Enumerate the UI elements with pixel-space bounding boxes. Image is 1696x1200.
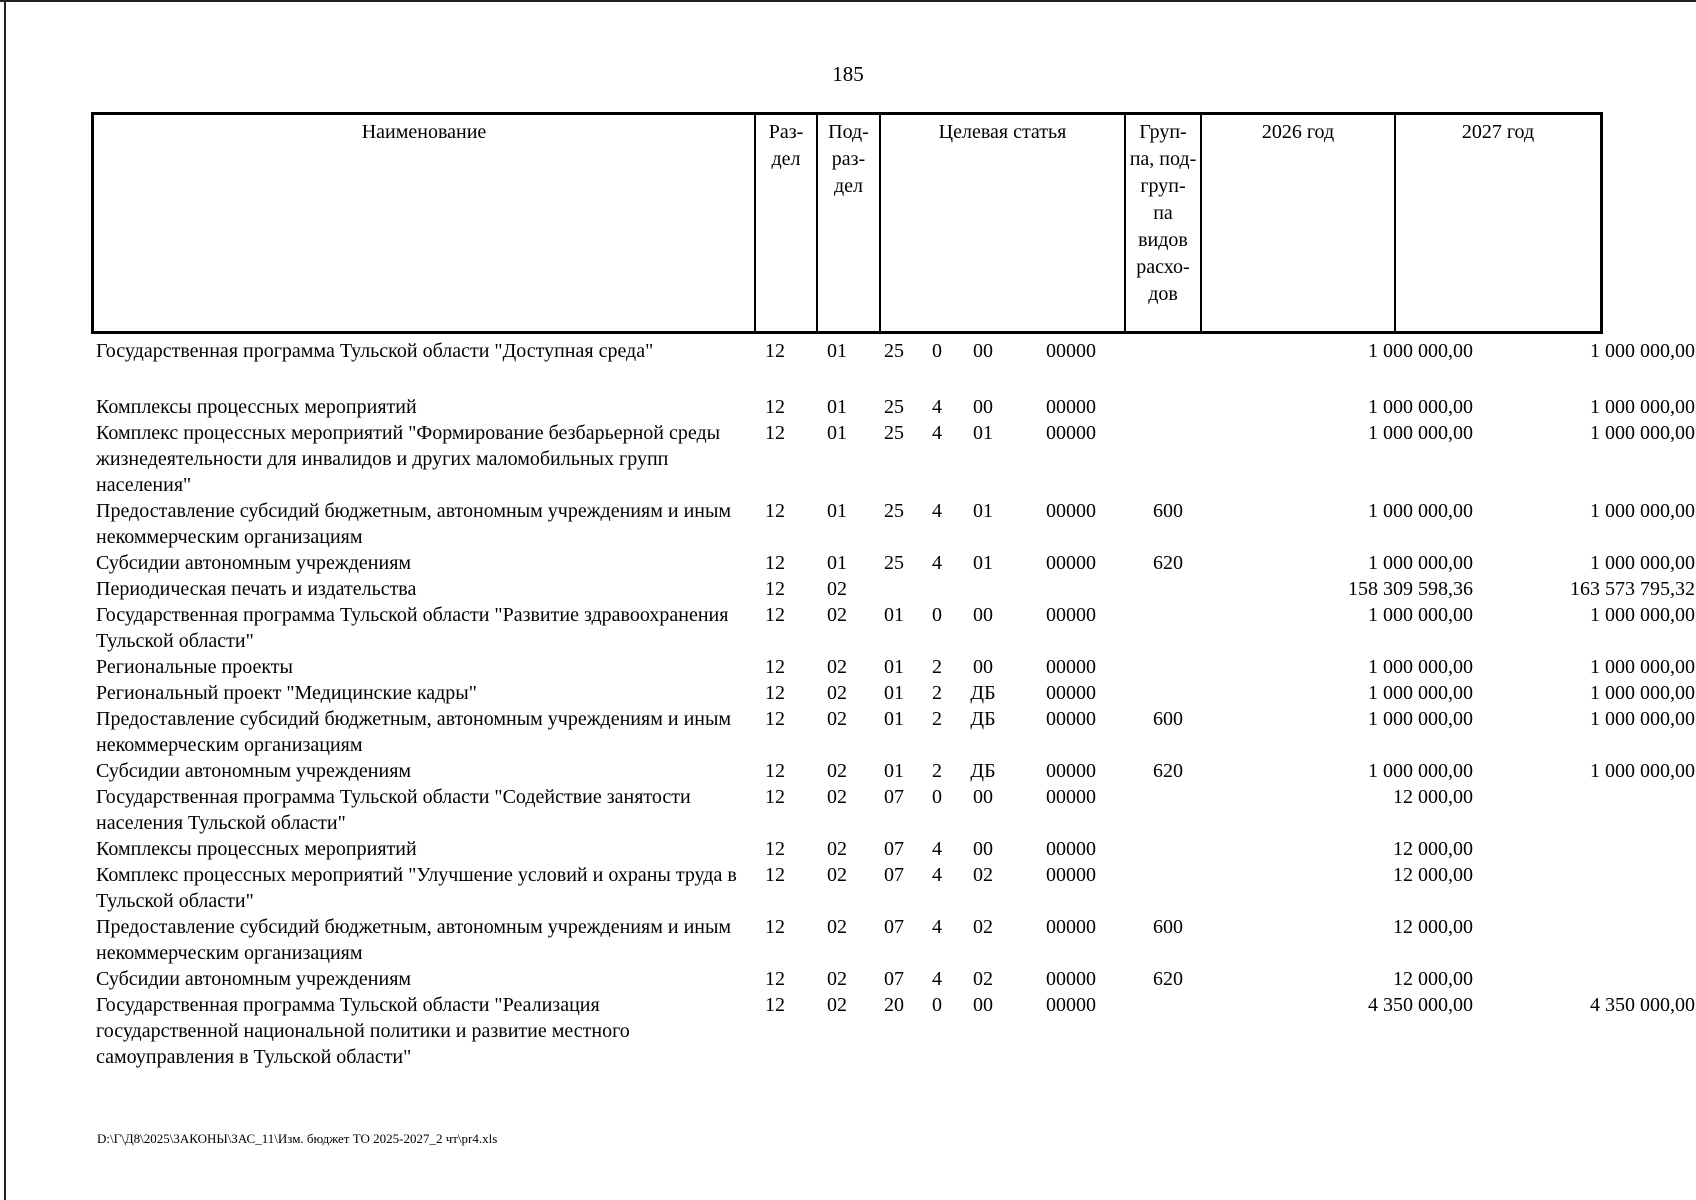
row-2026: 1 000 000,00 bbox=[1368, 604, 1473, 626]
row-target-2: 4 bbox=[932, 916, 942, 938]
row-target-3: 02 bbox=[973, 864, 993, 886]
row-name: Субсидии автономным учреждениям bbox=[96, 760, 412, 782]
row-razdel: 12 bbox=[765, 422, 785, 444]
row-target-1: 07 bbox=[884, 864, 904, 886]
table-row bbox=[91, 784, 1603, 836]
row-2027: 1 000 000,00 bbox=[1590, 682, 1695, 704]
row-name: Комплексы процессных мероприятий bbox=[96, 838, 417, 860]
row-name: Региональный проект "Медицинские кадры" bbox=[96, 682, 477, 704]
header-razdel-line: дел bbox=[771, 148, 801, 170]
table-row bbox=[91, 914, 1603, 966]
row-target-1: 01 bbox=[884, 656, 904, 678]
row-2027: 1 000 000,00 bbox=[1590, 604, 1695, 626]
row-target-2: 0 bbox=[932, 340, 942, 362]
row-vid: 600 bbox=[1153, 708, 1183, 730]
row-2026: 1 000 000,00 bbox=[1368, 396, 1473, 418]
row-podrazdel: 02 bbox=[827, 578, 847, 600]
row-2026: 1 000 000,00 bbox=[1368, 422, 1473, 444]
header-vid-line: дов bbox=[1148, 283, 1178, 305]
row-vid: 620 bbox=[1153, 968, 1183, 990]
row-target-2: 4 bbox=[932, 838, 942, 860]
header-razdel-line: Раз- bbox=[768, 121, 804, 143]
row-podrazdel: 02 bbox=[827, 682, 847, 704]
row-target-1: 25 bbox=[884, 396, 904, 418]
row-target-1: 25 bbox=[884, 422, 904, 444]
row-name: Предоставление субсидий бюджетным, автономным учреждениям и иным некоммерческим организациям bbox=[96, 708, 732, 756]
header-podrazdel-line: раз- bbox=[831, 148, 866, 170]
row-target-3: 01 bbox=[973, 552, 993, 574]
row-target-2: 4 bbox=[932, 500, 942, 522]
row-target-2: 4 bbox=[932, 396, 942, 418]
row-target-2: 4 bbox=[932, 968, 942, 990]
table-body bbox=[91, 338, 1695, 1070]
row-vid: 600 bbox=[1153, 916, 1183, 938]
header-podrazdel bbox=[816, 115, 879, 331]
row-vid: 600 bbox=[1153, 500, 1183, 522]
row-target-4: 00000 bbox=[1046, 786, 1096, 808]
header-2027-text: 2027 год bbox=[1461, 121, 1535, 143]
row-target-4: 00000 bbox=[1046, 708, 1096, 730]
row-2027: 1 000 000,00 bbox=[1590, 500, 1695, 522]
row-2026: 1 000 000,00 bbox=[1368, 656, 1473, 678]
row-name: Субсидии автономным учреждениям bbox=[96, 552, 412, 574]
header-2027 bbox=[1394, 115, 1600, 331]
table-row bbox=[91, 498, 1695, 550]
row-2026: 12 000,00 bbox=[1393, 838, 1473, 860]
row-target-4: 00000 bbox=[1046, 604, 1096, 626]
page-number: 185 bbox=[832, 62, 864, 86]
row-target-3: 00 bbox=[973, 786, 993, 808]
row-2027: 1 000 000,00 bbox=[1590, 396, 1695, 418]
row-2027: 1 000 000,00 bbox=[1590, 552, 1695, 574]
row-target-1: 25 bbox=[884, 500, 904, 522]
row-target-4: 00000 bbox=[1046, 552, 1096, 574]
row-target-3: 00 bbox=[973, 604, 993, 626]
row-razdel: 12 bbox=[765, 396, 785, 418]
row-podrazdel: 02 bbox=[827, 786, 847, 808]
row-target-3: 02 bbox=[973, 968, 993, 990]
row-podrazdel: 02 bbox=[827, 968, 847, 990]
row-target-4: 00000 bbox=[1046, 682, 1096, 704]
row-target-2: 0 bbox=[932, 604, 942, 626]
header-name bbox=[94, 115, 754, 331]
table-row bbox=[91, 338, 1695, 364]
row-target-2: 4 bbox=[932, 422, 942, 444]
table-row bbox=[91, 992, 1695, 1070]
table-row bbox=[91, 550, 1695, 576]
row-name: Государственная программа Тульской области "Развитие здравоохранения Тульской области" bbox=[96, 604, 729, 652]
row-target-3: 00 bbox=[973, 656, 993, 678]
header-vid bbox=[1124, 115, 1200, 331]
row-name: Периодическая печать и издательства bbox=[96, 578, 417, 600]
row-name: Комплексы процессных мероприятий bbox=[96, 396, 417, 418]
table-row bbox=[91, 394, 1695, 420]
row-razdel: 12 bbox=[765, 760, 785, 782]
row-target-4: 00000 bbox=[1046, 916, 1096, 938]
row-podrazdel: 02 bbox=[827, 708, 847, 730]
header-target bbox=[879, 115, 1124, 331]
row-name: Комплекс процессных мероприятий "Формирование безбарьерной среды жизнедеятельности для инвалидов и других маломобильных групп населения" bbox=[96, 422, 721, 496]
row-2027: 1 000 000,00 bbox=[1590, 340, 1695, 362]
row-razdel: 12 bbox=[765, 500, 785, 522]
row-podrazdel: 02 bbox=[827, 916, 847, 938]
row-target-2: 2 bbox=[932, 708, 942, 730]
row-target-4: 00000 bbox=[1046, 396, 1096, 418]
header-vid-line: видов bbox=[1138, 229, 1188, 251]
row-podrazdel: 01 bbox=[827, 340, 847, 362]
row-razdel: 12 bbox=[765, 656, 785, 678]
row-target-2: 2 bbox=[932, 760, 942, 782]
table-row bbox=[91, 758, 1695, 784]
row-2027: 4 350 000,00 bbox=[1590, 994, 1695, 1016]
row-target-1: 07 bbox=[884, 916, 904, 938]
row-target-1: 25 bbox=[884, 552, 904, 574]
row-target-1: 01 bbox=[884, 760, 904, 782]
row-target-4: 00000 bbox=[1046, 656, 1096, 678]
row-name: Комплекс процессных мероприятий "Улучшение условий и охраны труда в Тульской области" bbox=[96, 864, 737, 912]
scan-top-edge bbox=[0, 0, 1696, 6]
row-target-2: 2 bbox=[932, 656, 942, 678]
row-podrazdel: 01 bbox=[827, 500, 847, 522]
row-target-3: 00 bbox=[973, 994, 993, 1016]
row-vid: 620 bbox=[1153, 760, 1183, 782]
row-target-4: 00000 bbox=[1046, 422, 1096, 444]
header-razdel bbox=[754, 115, 816, 331]
row-podrazdel: 01 bbox=[827, 422, 847, 444]
row-2026: 1 000 000,00 bbox=[1368, 708, 1473, 730]
header-target-text: Целевая статья bbox=[938, 121, 1067, 143]
scan-left-edge bbox=[4, 0, 6, 1200]
row-razdel: 12 bbox=[765, 340, 785, 362]
row-2026: 12 000,00 bbox=[1393, 786, 1473, 808]
row-target-1: 20 bbox=[884, 994, 904, 1016]
row-2026: 1 000 000,00 bbox=[1368, 340, 1473, 362]
table-row bbox=[91, 706, 1695, 758]
row-target-2: 4 bbox=[932, 552, 942, 574]
row-name: Государственная программа Тульской области "Содействие занятости населения Тульской области" bbox=[96, 786, 691, 834]
row-target-1: 07 bbox=[884, 968, 904, 990]
row-2026: 1 000 000,00 bbox=[1368, 500, 1473, 522]
row-target-2: 2 bbox=[932, 682, 942, 704]
row-name: Региональные проекты bbox=[96, 656, 293, 678]
row-podrazdel: 02 bbox=[827, 864, 847, 886]
row-podrazdel: 02 bbox=[827, 656, 847, 678]
row-2027: 1 000 000,00 bbox=[1590, 760, 1695, 782]
header-podrazdel-line: дел bbox=[833, 175, 864, 197]
row-name: Государственная программа Тульской области "Доступная среда" bbox=[96, 340, 654, 362]
row-2026: 4 350 000,00 bbox=[1368, 994, 1473, 1016]
table-row bbox=[91, 602, 1695, 654]
row-target-3: 00 bbox=[973, 838, 993, 860]
row-razdel: 12 bbox=[765, 916, 785, 938]
row-target-1: 07 bbox=[884, 786, 904, 808]
row-name: Государственная программа Тульской области "Реализация государственной национальной политики и развитие местного самоуправления в Тульской области" bbox=[96, 994, 630, 1068]
row-target-4: 00000 bbox=[1046, 968, 1096, 990]
row-2027: 163 573 795,32 bbox=[1570, 578, 1695, 600]
row-2026: 1 000 000,00 bbox=[1368, 552, 1473, 574]
row-podrazdel: 02 bbox=[827, 604, 847, 626]
table-header bbox=[91, 112, 1603, 334]
row-podrazdel: 02 bbox=[827, 838, 847, 860]
row-target-2: 4 bbox=[932, 864, 942, 886]
table-row bbox=[91, 862, 1603, 914]
table-row bbox=[91, 966, 1603, 992]
row-target-3: ДБ bbox=[970, 708, 996, 730]
row-razdel: 12 bbox=[765, 578, 785, 600]
row-target-4: 00000 bbox=[1046, 340, 1096, 362]
table-row bbox=[91, 420, 1695, 498]
row-2027: 1 000 000,00 bbox=[1590, 656, 1695, 678]
row-target-3: ДБ bbox=[970, 760, 996, 782]
row-razdel: 12 bbox=[765, 552, 785, 574]
row-name: Субсидии автономным учреждениям bbox=[96, 968, 412, 990]
row-razdel: 12 bbox=[765, 968, 785, 990]
row-2026: 12 000,00 bbox=[1393, 916, 1473, 938]
row-target-1: 01 bbox=[884, 682, 904, 704]
row-razdel: 12 bbox=[765, 864, 785, 886]
row-2026: 1 000 000,00 bbox=[1368, 682, 1473, 704]
table-row bbox=[91, 680, 1695, 706]
row-2026: 1 000 000,00 bbox=[1368, 760, 1473, 782]
header-vid-line: груп- bbox=[1140, 175, 1186, 197]
row-target-2: 0 bbox=[932, 994, 942, 1016]
row-2026: 12 000,00 bbox=[1393, 864, 1473, 886]
row-2027: 1 000 000,00 bbox=[1590, 422, 1695, 444]
row-target-4: 00000 bbox=[1046, 500, 1096, 522]
header-vid-line: па, под- bbox=[1129, 148, 1197, 170]
row-razdel: 12 bbox=[765, 786, 785, 808]
row-target-4: 00000 bbox=[1046, 994, 1096, 1016]
row-target-3: 00 bbox=[973, 396, 993, 418]
row-razdel: 12 bbox=[765, 682, 785, 704]
row-target-3: 01 bbox=[973, 422, 993, 444]
row-target-2: 0 bbox=[932, 786, 942, 808]
header-vid-line: па bbox=[1153, 202, 1173, 224]
footer-file-path: D:\Г\Д8\2025\ЗАКОНЫ\ЗАС_11\Изм. бюджет ТО 2025-2027_2 чт\pr4.xls bbox=[97, 1131, 498, 1146]
header-vid-line: Груп- bbox=[1139, 121, 1187, 143]
table-row bbox=[91, 836, 1603, 862]
row-podrazdel: 02 bbox=[827, 760, 847, 782]
row-razdel: 12 bbox=[765, 604, 785, 626]
row-name: Предоставление субсидий бюджетным, автономным учреждениям и иным некоммерческим организациям bbox=[96, 916, 732, 964]
row-target-1: 01 bbox=[884, 708, 904, 730]
row-target-3: ДБ bbox=[970, 682, 996, 704]
row-podrazdel: 01 bbox=[827, 552, 847, 574]
row-vid: 620 bbox=[1153, 552, 1183, 574]
row-2026: 12 000,00 bbox=[1393, 968, 1473, 990]
row-podrazdel: 01 bbox=[827, 396, 847, 418]
row-2027: 1 000 000,00 bbox=[1590, 708, 1695, 730]
header-2026-text: 2026 год bbox=[1261, 121, 1335, 143]
header-2026 bbox=[1200, 115, 1394, 331]
row-target-1: 07 bbox=[884, 838, 904, 860]
row-razdel: 12 bbox=[765, 708, 785, 730]
table-row bbox=[91, 576, 1695, 602]
header-name-text: Наименование bbox=[361, 121, 487, 143]
row-2026: 158 309 598,36 bbox=[1348, 578, 1473, 600]
row-razdel: 12 bbox=[765, 838, 785, 860]
row-target-4: 00000 bbox=[1046, 760, 1096, 782]
header-podrazdel-line: Под- bbox=[828, 121, 869, 143]
row-podrazdel: 02 bbox=[827, 994, 847, 1016]
row-target-3: 00 bbox=[973, 340, 993, 362]
table-row bbox=[91, 654, 1695, 680]
row-target-3: 02 bbox=[973, 916, 993, 938]
header-vid-line: расхо- bbox=[1136, 256, 1190, 278]
row-razdel: 12 bbox=[765, 994, 785, 1016]
row-target-3: 01 bbox=[973, 500, 993, 522]
row-target-1: 01 bbox=[884, 604, 904, 626]
row-target-4: 00000 bbox=[1046, 838, 1096, 860]
row-name: Предоставление субсидий бюджетным, автономным учреждениям и иным некоммерческим организациям bbox=[96, 500, 732, 548]
row-target-1: 25 bbox=[884, 340, 904, 362]
row-target-4: 00000 bbox=[1046, 864, 1096, 886]
